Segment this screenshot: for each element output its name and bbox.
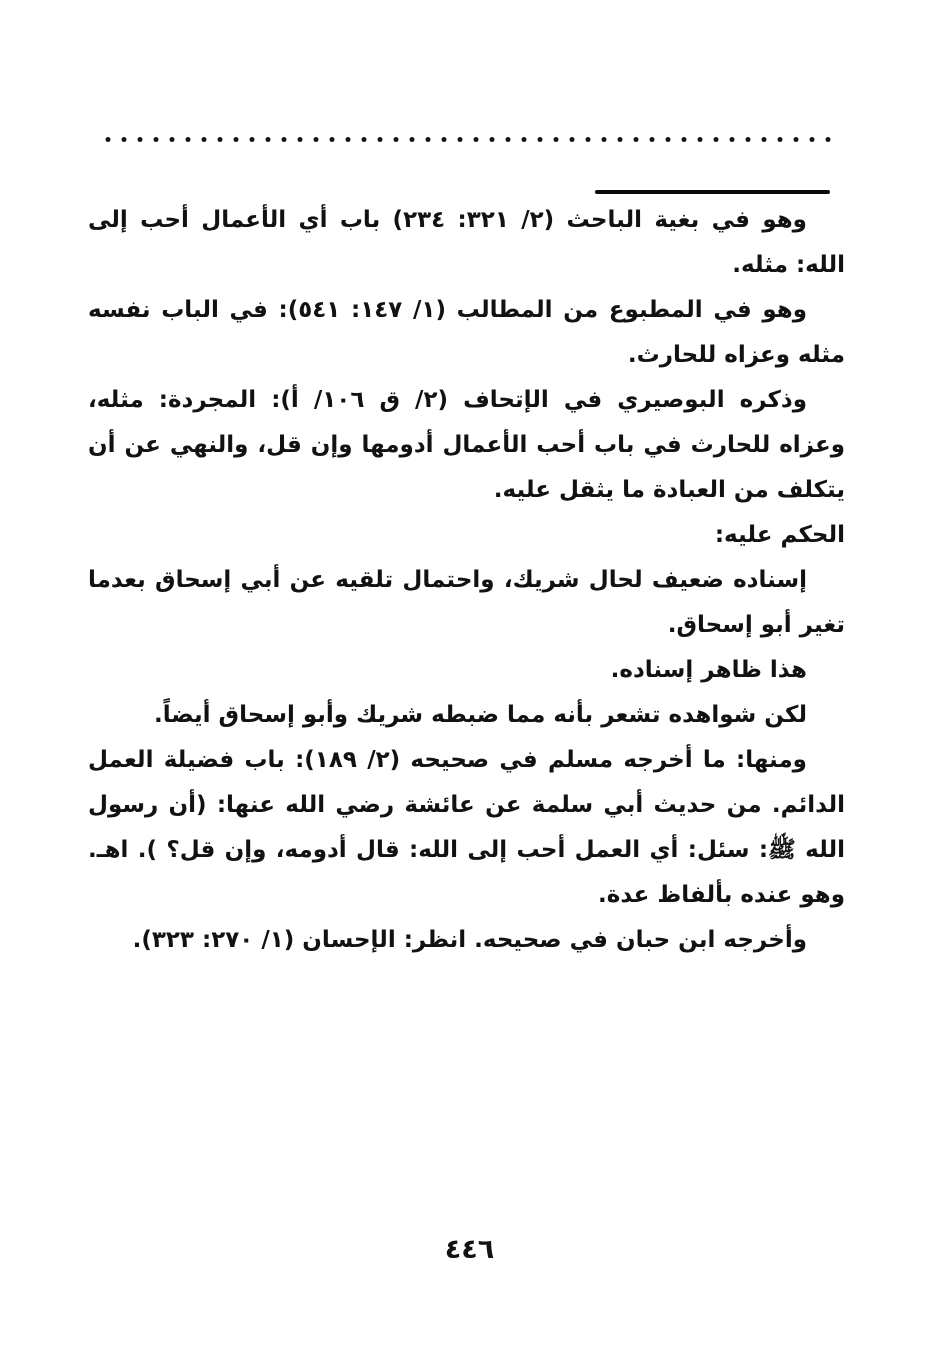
paragraph-bughyat-al-bahith: وهو في بغية الباحث (٢/ ٣٢١: ٢٣٤) باب أي الأعمال أحب إلى الله: مثله. [88,207,845,278]
paragraph-shawahid: لكن شواهده تشعر بأنه مما ضبطه شريك وأبو إسحاق أيضاً. [153,702,807,728]
paragraph-isnad-apparent: هذا ظاهر إسناده. [610,657,807,683]
separator-rule [595,190,830,194]
dotted-line [100,136,838,143]
paragraph-isnad-weak: إسناده ضعيف لحال شريك، واحتمال تلقيه عن أبي إسحاق بعدما تغير أبو إسحاق. [88,567,845,638]
paragraph-ibn-hibban: وأخرجه ابن حبان في صحيحه. انظر: الإحسان (١/ ٢٧٠: ٣٢٣). [132,927,807,953]
text-block [88,198,845,963]
paragraph-muslim-sahih: ومنها: ما أخرجه مسلم في صحيحه (٢/ ١٨٩): باب فضيلة العمل الدائم. من حديث أبي سلمة عن عائشة رضي الله عنها: (أن رسول الله ﷺ: سئل: أي العمل أحب إلى الله: قال أدومه، وإن قل؟ ). اهـ. وهو عنده بألفاظ عدة. [88,747,845,908]
section-heading-ruling: الحكم عليه: [714,522,845,548]
page-number: ٤٤٦ [444,1234,495,1265]
paragraph-matbu-al-matalib: وهو في المطبوع من المطالب (١/ ١٤٧: ٥٤١): في الباب نفسه مثله وعزاه للحارث. [88,297,845,368]
paragraph-busiri-ithaf: وذكره البوصيري في الإتحاف (٢/ ق ١٠٦/ أ): المجردة: مثله، وعزاه للحارث في باب أحب الأعمال أدومها وإن قل، والنهي عن أن يتكلف من العبادة ما يثقل عليه. [88,387,845,503]
